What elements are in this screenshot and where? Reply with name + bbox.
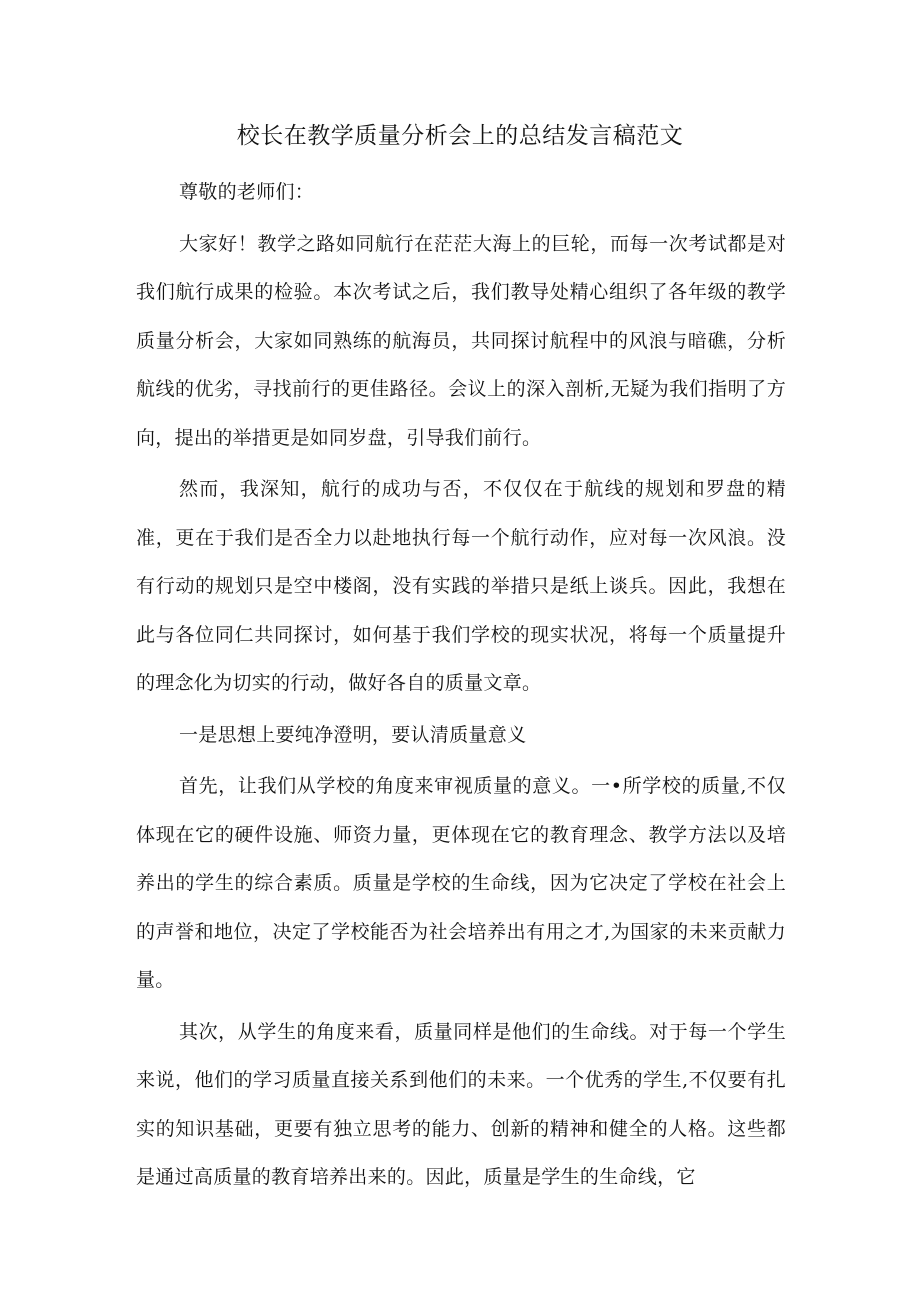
section-heading-one: 一是思想上要纯净澄明，要认清质量意义 [179, 723, 527, 746]
document-title: 校长在教学质量分析会上的总结发言稿范文 [236, 123, 684, 149]
greeting: 尊敬的老师们： [179, 181, 315, 203]
document-body [136, 168, 786, 1205]
paragraph-student-quality: 其次，从学生的角度来看，质量同样是他们的生命线。对于每一个学生来说，他们的学习质量直接关系到他们的未来。一个优秀的学生,不仅要有扎实的知识基础，更要有独立思考的能力、创新的精神和健全的人格。这些都是通过高质量的教育培养出来的。因此，质量是学生的生命线，它 [136, 1020, 786, 1188]
paragraph-action: 然而，我深知，航行的成功与否，不仅仅在于航线的规划和罗盘的精准，更在于我们是否全力以赴地执行每一个航行动作，应对每一次风浪。没有行动的规划只是空中楼阁，没有实践的举措只是纸上谈兵。因此，我想在此与各位同仁共同探讨，如何基于我们学校的现实状况，将每一个质量提升的理念化为切实的行动，做好各自的质量文章。 [136, 478, 786, 694]
paragraph-opening: 大家好！教学之路如同航行在茫茫大海上的巨轮，而每一次考试都是对我们航行成果的检验。本次考试之后，我们教导处精心组织了各年级的教学质量分析会，大家如同熟练的航海员，共同探讨航程中的风浪与暗礁，分析航线的优劣，寻找前行的更佳路径。会议上的深入剖析,无疑为我们指明了方向，提出的举措更是如同岁盘，引导我们前行。 [136, 232, 786, 449]
paragraph-school-quality: 首先，让我们从学校的角度来审视质量的意义。一•所学校的质量,不仅体现在它的硬件设施、师资力量，更体现在它的教育理念、教学方法以及培养出的学生的综合素质。质量是学校的生命线，因为它决定了学校在社会上的声誉和地位，决定了学校能否为社会培养出有用之才,为国家的未来贡献力量。 [136, 775, 786, 991]
